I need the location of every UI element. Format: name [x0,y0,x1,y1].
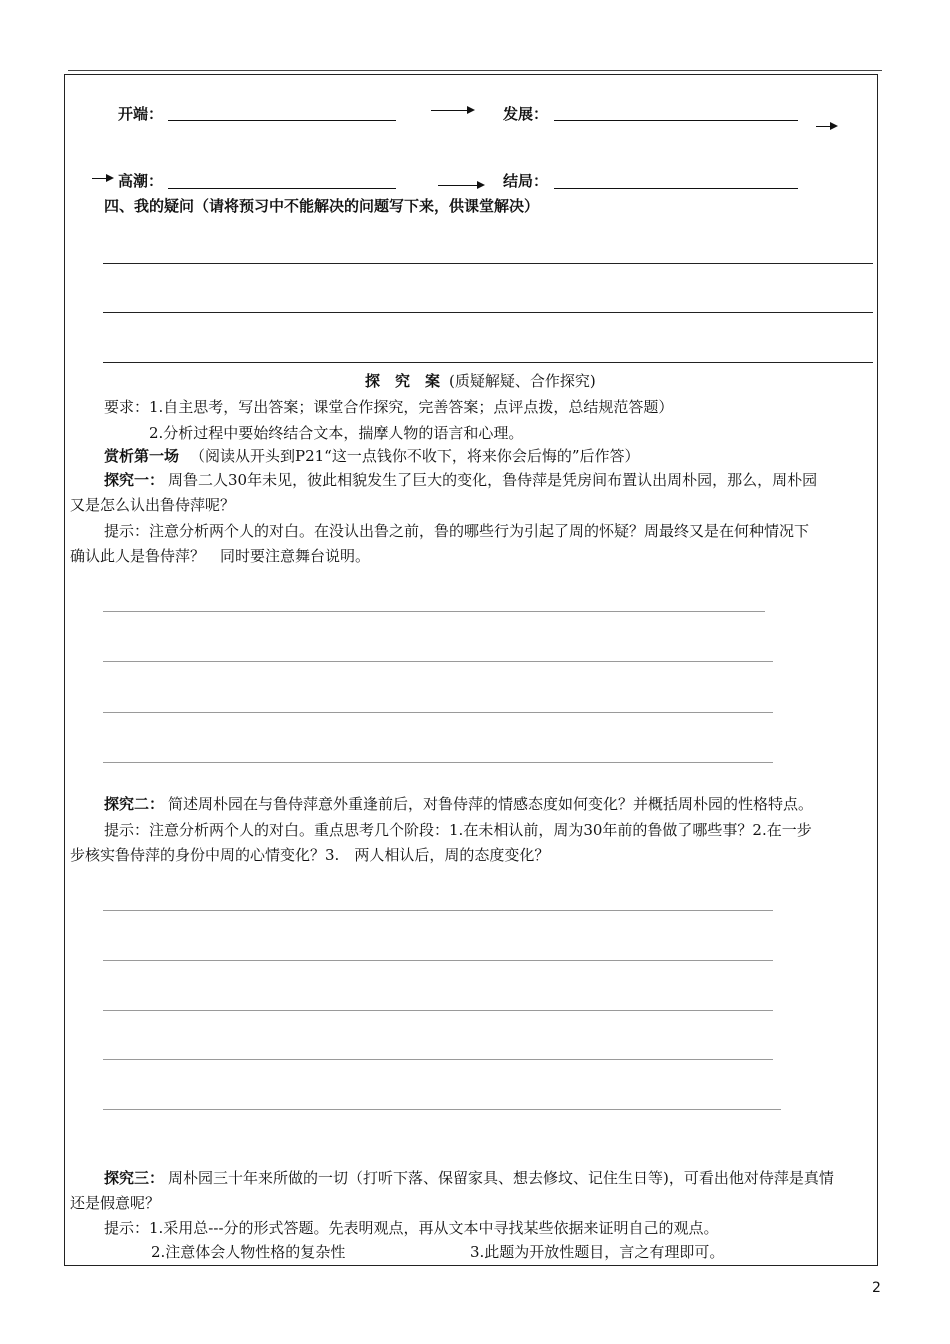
q1-label: 探究一： [104,471,165,489]
requirement-1: 要求：1.自主思考，写出答案；课堂合作探究，完善答案；点评点拨，总结规范答题） [104,398,674,416]
arrow-icon [431,110,473,111]
q1-text: 周鲁二人30年未见，彼此相貌发生了巨大的变化，鲁侍萍是凭房间布置认出周朴园，那么，周朴园 [168,471,818,489]
q2-text: 简述周朴园在与鲁侍萍意外重逢前后，对鲁侍萍的情感态度如何变化？并概括周朴园的性格特点。 [168,795,814,813]
q3-hint-point-2: 2.注意体会人物性格的复杂性 [151,1243,346,1261]
q1-hint: 提示：注意分析两个人的对白。在没认出鲁之前，鲁的哪些行为引起了周的怀疑？周最终又是在何种情况下 [104,522,810,540]
plot-climax-label: 高潮： [118,172,164,190]
answer-line[interactable] [103,712,773,713]
plot-ending-blank[interactable] [554,188,798,189]
arrow-icon [816,126,836,127]
q3-label: 探究三： [104,1169,165,1187]
answer-line[interactable] [103,611,765,612]
scene-note: （阅读从开头到P21“这一点钱你不收下，将来你会后悔的”后作答） [190,447,640,465]
requirement-2: 2.分析过程中要始终结合文本，揣摩人物的语言和心理。 [149,424,524,442]
answer-line[interactable] [103,263,873,264]
page-number: 2 [872,1280,881,1296]
plot-start-blank[interactable] [168,120,396,121]
q2-hint-cont: 步核实鲁侍萍的身份中周的心情变化？3. 两人相认后，周的态度变化？ [70,846,550,864]
answer-line[interactable] [103,1109,781,1110]
answer-line[interactable] [103,312,873,313]
answer-line[interactable] [103,762,773,763]
header-rule [68,70,882,71]
answer-line[interactable] [103,910,773,911]
q2-hint: 提示：注意分析两个人的对白。重点思考几个阶段：1.在未相认前，周为30年前的鲁做了哪些事？2.在一步 [104,821,812,839]
plot-development-blank[interactable] [554,120,798,121]
answer-line[interactable] [103,960,773,961]
q3-text-cont: 还是假意呢？ [70,1194,161,1212]
explore-title: 探 究 案 [365,372,441,390]
answer-line[interactable] [103,661,773,662]
plot-development-label: 发展： [503,105,549,123]
questions-heading: 四、我的疑问（请将预习中不能解决的问题写下来，供课堂解决） [104,197,540,215]
answer-line[interactable] [103,1059,773,1060]
q3-text: 周朴园三十年来所做的一切（打听下落、保留家具、想去修坟、记住生日等)，可看出他对侍萍是真情 [168,1169,834,1187]
plot-start-label: 开端： [118,105,164,123]
q1-text-cont: 又是怎么认出鲁侍萍呢？ [70,496,236,514]
scene-title: 赏析第一场 [104,447,180,465]
plot-ending-label: 结局： [503,172,549,190]
q3-hint-point-3: 3.此题为开放性题目，言之有理即可。 [470,1243,725,1261]
q2-label: 探究二： [104,795,165,813]
answer-line[interactable] [103,1010,773,1011]
answer-line[interactable] [103,362,873,363]
plot-climax-blank[interactable] [168,188,396,189]
arrow-icon [438,185,483,186]
q1-hint-cont: 确认此人是鲁侍萍？ 同时要注意舞台说明。 [70,547,371,565]
worksheet-frame [64,74,878,1266]
arrow-icon [92,178,112,179]
q3-hint: 提示：1.采用总---分的形式答题。先表明观点，再从文本中寻找某些依据来证明自己的观点。 [104,1219,719,1237]
explore-title-note: (质疑解疑、合作探究) [449,372,596,390]
